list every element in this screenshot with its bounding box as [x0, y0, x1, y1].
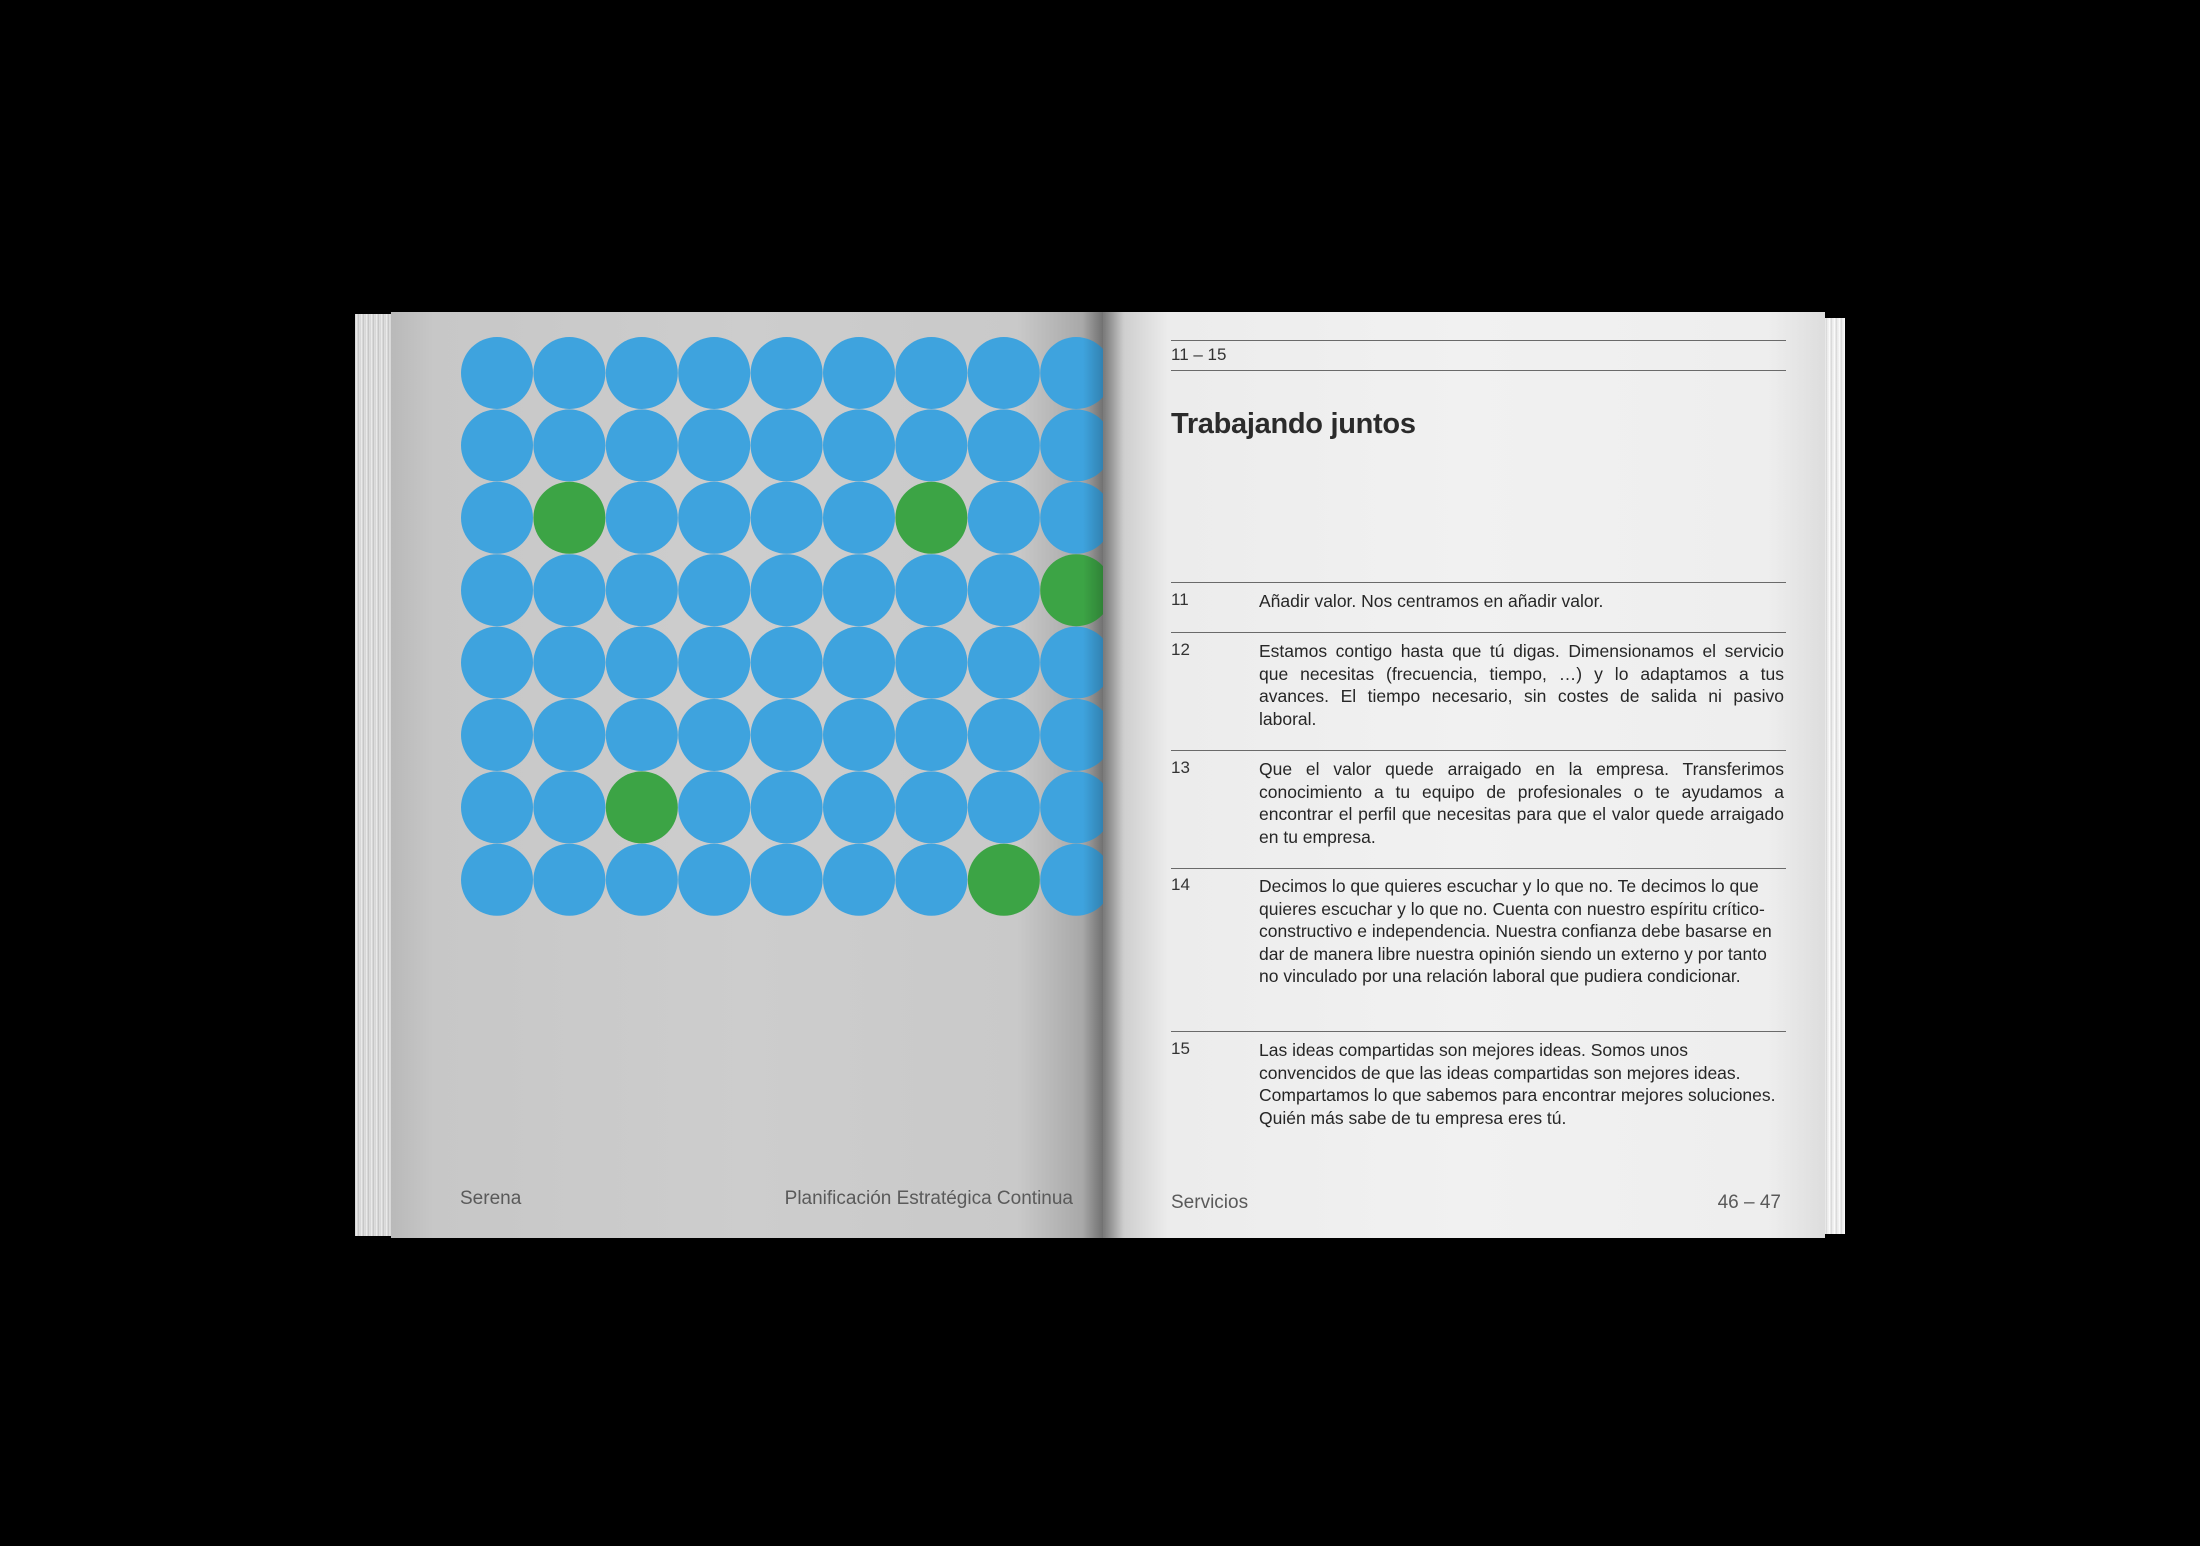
dot-blue	[968, 771, 1040, 843]
dot-blue	[895, 771, 967, 843]
dot-blue	[533, 337, 605, 409]
dot-blue	[461, 482, 533, 554]
dot-blue	[751, 699, 823, 771]
dot-blue	[606, 699, 678, 771]
dot-blue	[533, 699, 605, 771]
item-number: 11	[1171, 590, 1189, 609]
item-number: 13	[1171, 758, 1190, 777]
dot-blue	[461, 844, 533, 916]
dot-blue	[678, 771, 750, 843]
dot-blue	[606, 482, 678, 554]
item-text: Que el valor quede arraigado en la empresa. Transferimos conocimiento a tu equipo de profesionales o te ayudamos a encontrar el perfil que necesitas para que el valor quede arraigado en tu empresa.	[1259, 759, 1784, 847]
dot-blue	[678, 482, 750, 554]
dot-blue	[823, 554, 895, 626]
dot-blue	[461, 771, 533, 843]
dot-green	[606, 771, 678, 843]
page-numbers: 46 – 47	[1717, 1192, 1781, 1213]
dot-blue	[895, 627, 967, 699]
dot-blue	[751, 554, 823, 626]
dot-blue	[678, 627, 750, 699]
dot-blue	[461, 337, 533, 409]
dot-blue	[533, 771, 605, 843]
dot-blue	[751, 337, 823, 409]
dot-blue	[606, 554, 678, 626]
open-book	[355, 312, 1845, 1238]
dot-blue	[461, 554, 533, 626]
dot-blue	[895, 554, 967, 626]
dot-blue	[1040, 699, 1112, 771]
dot-blue	[895, 409, 967, 481]
dot-grid-illustration	[461, 337, 1113, 925]
dot-green	[1040, 554, 1112, 626]
dot-blue	[823, 771, 895, 843]
page-edges-left	[355, 314, 393, 1236]
dot-blue	[606, 409, 678, 481]
right-page	[1103, 312, 1825, 1238]
page-edges-right	[1823, 318, 1845, 1234]
dot-blue	[751, 771, 823, 843]
dot-blue	[678, 409, 750, 481]
rule-below-range	[1171, 370, 1786, 371]
dot-blue	[968, 337, 1040, 409]
dot-blue	[895, 699, 967, 771]
item-text: Decimos lo que quieres escuchar y lo que no. Te decimos lo que quieres escuchar y lo que no. Cuenta con nuestro espíritu crítico-constructivo e independencia. Nuestra confianza debe basarse en dar de manera libre nuestra opinión siendo un externo y por tanto no vinculado por una relación laboral que pudiera condicionar.	[1259, 876, 1772, 987]
dot-blue	[1040, 337, 1112, 409]
dot-blue	[823, 627, 895, 699]
dot-green	[895, 482, 967, 554]
footer-brand: Serena	[460, 1188, 522, 1209]
dot-blue	[678, 554, 750, 626]
dot-blue	[678, 337, 750, 409]
dot-blue	[823, 699, 895, 771]
dot-blue	[968, 409, 1040, 481]
item-number: 15	[1171, 1039, 1190, 1058]
dot-blue	[1040, 844, 1112, 916]
dot-blue	[1040, 409, 1112, 481]
item-number: 14	[1171, 875, 1190, 894]
rule-item-11	[1171, 582, 1786, 583]
dot-blue	[461, 409, 533, 481]
item-text: Añadir valor. Nos centramos en añadir valor.	[1259, 591, 1604, 611]
rule-item-15	[1171, 1031, 1786, 1032]
dot-blue	[751, 482, 823, 554]
dot-blue	[751, 844, 823, 916]
item-text: Estamos contigo hasta que tú digas. Dimensionamos el servicio que necesitas (frecuencia, tiempo, …) y lo adaptamos a tus avances. El tiempo necesario, sin costes de salida ni pasivo laboral.	[1259, 641, 1784, 729]
dot-blue	[606, 627, 678, 699]
dot-blue	[533, 409, 605, 481]
footer-section: Servicios	[1171, 1192, 1249, 1213]
dot-blue	[1040, 771, 1112, 843]
dot-blue	[751, 627, 823, 699]
range-label: 11 – 15	[1171, 345, 1227, 364]
dot-blue	[678, 699, 750, 771]
item-number: 12	[1171, 640, 1190, 659]
dot-blue	[461, 699, 533, 771]
dot-blue	[1040, 482, 1112, 554]
dot-blue	[823, 409, 895, 481]
rule-item-12	[1171, 632, 1786, 633]
dot-blue	[533, 844, 605, 916]
footer-publication-title: Planificación Estratégica Continua	[784, 1188, 1073, 1209]
dot-blue	[968, 699, 1040, 771]
dot-blue	[533, 627, 605, 699]
dot-blue	[1040, 627, 1112, 699]
dot-blue	[895, 337, 967, 409]
page-heading: Trabajando juntos	[1171, 408, 1416, 440]
dot-blue	[823, 482, 895, 554]
dot-blue	[461, 627, 533, 699]
dot-blue	[678, 844, 750, 916]
dot-green	[533, 482, 605, 554]
dot-blue	[751, 409, 823, 481]
dot-blue	[533, 554, 605, 626]
dot-blue	[895, 844, 967, 916]
dot-blue	[606, 844, 678, 916]
dot-blue	[968, 554, 1040, 626]
dot-blue	[606, 337, 678, 409]
dot-blue	[823, 844, 895, 916]
dot-blue	[968, 482, 1040, 554]
dot-blue	[823, 337, 895, 409]
rule-item-13	[1171, 750, 1786, 751]
rule-item-14	[1171, 868, 1786, 869]
left-page	[391, 312, 1103, 1238]
rule-top	[1171, 340, 1786, 341]
dot-blue	[968, 627, 1040, 699]
item-text: Las ideas compartidas son mejores ideas. Somos unos convencidos de que las ideas compartidas son mejores ideas. Compartamos lo que sabemos para encontrar mejores soluciones. Quién más sabe de tu empresa eres tú.	[1259, 1040, 1776, 1128]
dot-green	[968, 844, 1040, 916]
